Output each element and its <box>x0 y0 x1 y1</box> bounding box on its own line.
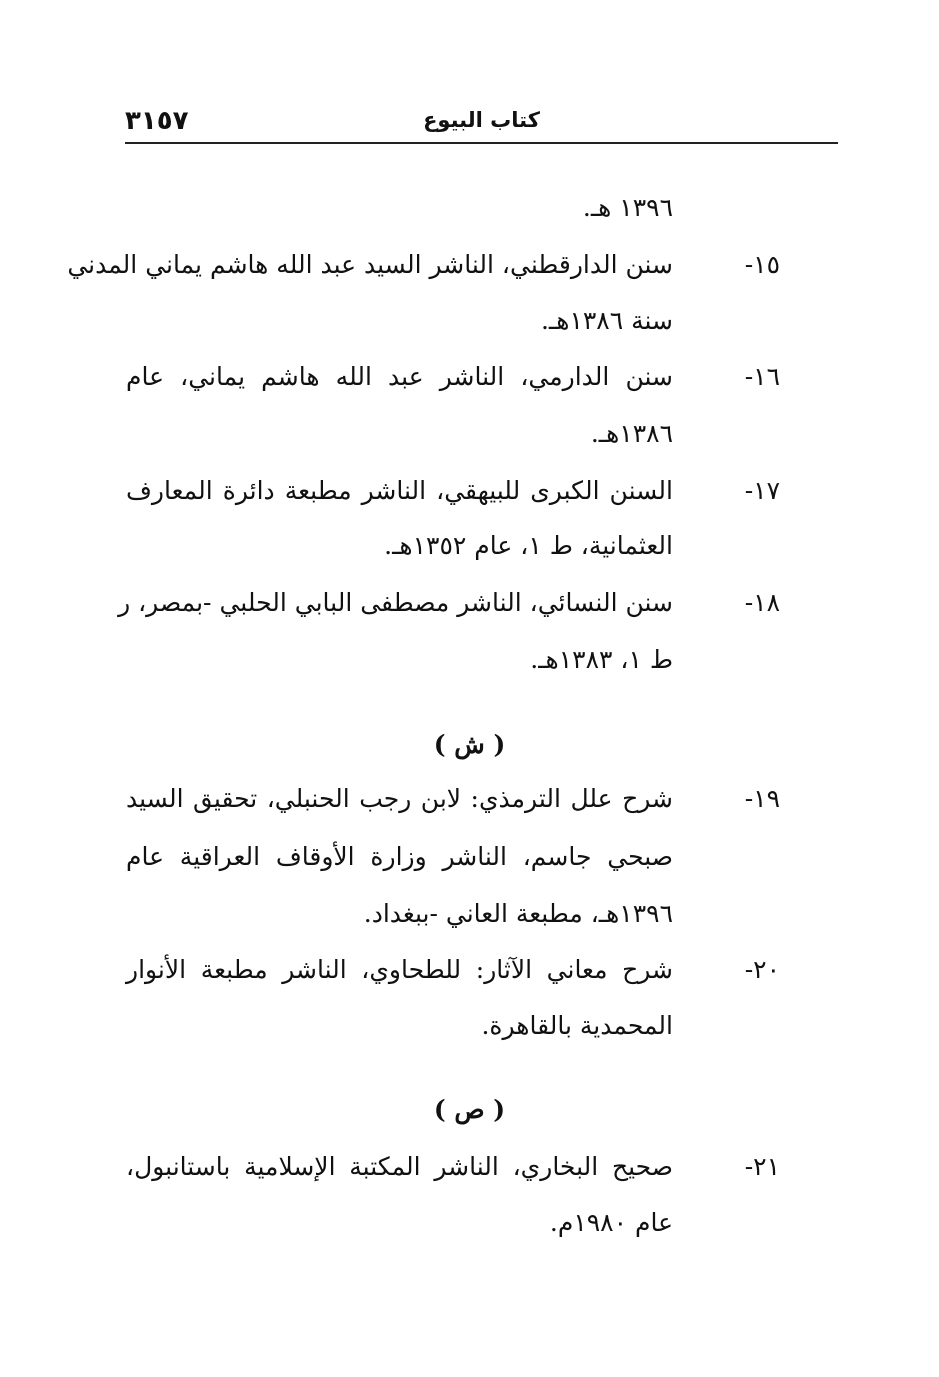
section-heading-shin: ( ش ) <box>433 730 506 759</box>
entry-line: شرح علل الترمذي: لابن رجب الحنبلي، تحقيق السيد <box>126 784 673 813</box>
entry-line: سنن الدارمي، الناشر عبد الله هاشم يماني، عام <box>126 362 673 391</box>
entry-line: المحمدية بالقاهرة. <box>481 1011 673 1040</box>
page-number: ٣١٥٧ <box>125 106 189 136</box>
entry-line: سنن الدارقطني، الناشر السيد عبد الله هاشم يماني المدني <box>67 250 673 279</box>
entry-number: ١٨- <box>744 588 780 617</box>
entry-line: شرح معاني الآثار: للطحاوي، الناشر مطبعة الأنوار <box>126 955 673 984</box>
entry-number: ١٥- <box>744 250 780 279</box>
entry-line: السنن الكبرى للبيهقي، الناشر مطبعة دائرة المعارف <box>126 476 673 505</box>
section-heading-sad: ( ص ) <box>433 1095 506 1124</box>
entry-line: ط ١، ١٣٨٣هـ. <box>530 645 673 674</box>
entry-line: صبحي جاسم، الناشر وزارة الأوقاف العراقية عام <box>126 842 673 871</box>
entry-number: ٢٠- <box>744 955 780 984</box>
entry-line: صحيح البخاري، الناشر المكتبة الإسلامية باستانبول، <box>126 1152 673 1181</box>
entry-number: ١٧- <box>744 476 780 505</box>
entry-line: ١٣٩٦هـ، مطبعة العاني -ببغداد. <box>363 899 673 928</box>
entry-line: عام ١٩٨٠م. <box>549 1208 673 1237</box>
entry-line: العثمانية، ط ١، عام ١٣٥٢هـ. <box>384 531 673 560</box>
page-header <box>125 100 838 144</box>
running-title: كتاب البيوع <box>423 108 540 132</box>
entry-number: ٢١- <box>744 1152 780 1181</box>
entry-number: ١٩- <box>744 784 780 813</box>
entry-line: ١٣٨٦هـ. <box>590 419 673 448</box>
entry-number: ١٦- <box>744 362 780 391</box>
entry-line: سنن النسائي، الناشر مصطفى البابي الحلبي -بمصر، ر <box>118 588 673 617</box>
continuation-line: ١٣٩٦ هـ. <box>582 193 673 222</box>
entry-line: سنة ١٣٨٦هـ. <box>540 306 673 335</box>
